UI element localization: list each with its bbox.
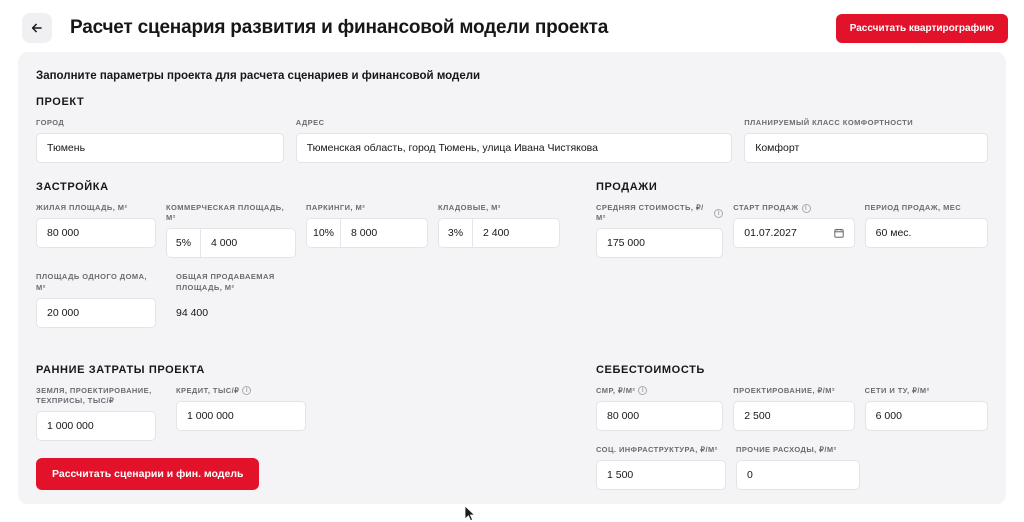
cost-price-fields-row-2 (596, 445, 988, 490)
field-parking (306, 203, 428, 258)
other-input[interactable]: 0 (736, 460, 860, 490)
field-design (733, 386, 854, 431)
back-button[interactable] (22, 13, 52, 43)
field-sales-start (733, 203, 854, 258)
field-label-credit-text: КРЕДИТ, ТЫС/₽ (176, 385, 240, 395)
sales-start-value: 01.07.2027 (744, 227, 797, 240)
commercial-area-group (166, 228, 296, 258)
cost-price-section (596, 364, 988, 490)
field-credit (176, 386, 306, 441)
parameters-card (18, 52, 1006, 504)
storage-group (438, 218, 560, 248)
field-smr (596, 386, 723, 431)
development-sales-row (36, 181, 988, 328)
field-living-area (36, 203, 156, 258)
city-input[interactable]: Тюмень (36, 133, 284, 163)
field-land (36, 386, 156, 441)
field-label-storage: КЛАДОВЫЕ, М² (438, 203, 501, 213)
field-label-smr (596, 386, 723, 396)
sales-section (596, 181, 988, 328)
field-label-parking: ПАРКИНГИ, М² (306, 203, 366, 213)
field-label-comfort-class: ПЛАНИРУЕМЫЙ КЛАСС КОМФОРТНОСТИ (744, 118, 914, 127)
field-avg-price (596, 203, 723, 258)
field-label-avg-price-text: СРЕДНЯЯ СТОИМОСТЬ, ₽/М² (596, 203, 704, 223)
cost-price-fields-row-1 (596, 386, 988, 431)
card-subtitle: Заполните параметры проекта для расчета сценариев и финансовой модели (36, 70, 481, 82)
field-label-living-area: ЖИЛАЯ ПЛОЩАДЬ, М² (36, 203, 128, 213)
info-icon[interactable]: I (714, 209, 723, 218)
section-title-cost-price: СЕБЕСТОИМОСТЬ (596, 363, 705, 376)
field-networks (865, 386, 988, 431)
field-address (296, 118, 732, 163)
design-input[interactable]: 2 500 (733, 401, 854, 431)
field-label-address: АДРЕС (295, 118, 325, 127)
development-section (36, 181, 582, 328)
early-costs-fields-row (36, 386, 582, 441)
land-input[interactable]: 1 000 000 (36, 411, 156, 441)
parking-group (306, 218, 428, 248)
field-commercial-area (166, 203, 296, 258)
info-icon[interactable]: I (638, 386, 647, 395)
social-input[interactable]: 1 500 (596, 460, 726, 490)
commercial-area-input[interactable]: 4 000 (211, 237, 238, 250)
field-city (36, 118, 284, 163)
commercial-area-percent-input[interactable]: 5% (167, 229, 201, 257)
field-label-land: ЗЕМЛЯ, ПРОЕКТИРОВАНИЕ, ТЕХПРИСЫ, ТЫС/₽ (36, 385, 152, 405)
section-title-project: ПРОЕКТ (36, 96, 85, 108)
sales-start-input[interactable] (733, 218, 854, 248)
section-title-development: ЗАСТРОЙКА (36, 181, 109, 194)
mouse-cursor (464, 505, 476, 522)
field-sales-period (865, 203, 988, 258)
credit-input[interactable]: 1 000 000 (176, 401, 306, 431)
avg-price-input[interactable]: 175 000 (596, 228, 723, 258)
field-comfort-class (744, 118, 988, 163)
field-label-avg-price (596, 203, 723, 223)
parking-input[interactable]: 8 000 (351, 227, 378, 240)
field-other (736, 445, 860, 490)
field-social (596, 445, 726, 490)
page-header (0, 0, 1024, 56)
field-label-sales-start (733, 203, 854, 213)
info-icon[interactable]: I (242, 386, 251, 395)
calendar-icon[interactable] (834, 228, 844, 238)
section-title-early-costs: РАННИЕ ЗАТРАТЫ ПРОЕКТА (36, 363, 205, 376)
development-fields-row-1 (36, 203, 582, 258)
field-label-social: СОЦ. ИНФРАСТРУКТУРА, ₽/М² (596, 444, 718, 454)
calculate-scenarios-button[interactable]: Рассчитать сценарии и фин. модель (36, 458, 259, 490)
project-fields-row (36, 118, 988, 163)
field-label-total-sellable-area: ОБЩАЯ ПРОДАВАЕМАЯ ПЛОЩАДЬ, М² (176, 272, 275, 292)
smr-input[interactable]: 80 000 (596, 401, 723, 431)
total-sellable-area-value: 94 400 (176, 306, 209, 319)
field-label-city: ГОРОД (36, 118, 65, 127)
field-label-sales-start-text: СТАРТ ПРОДАЖ (733, 203, 799, 213)
card-footer (36, 458, 259, 490)
one-house-area-input[interactable]: 20 000 (36, 298, 156, 328)
networks-input[interactable]: 6 000 (865, 401, 988, 431)
section-title-sales: ПРОДАЖИ (596, 181, 658, 194)
storage-input[interactable]: 2 400 (483, 227, 510, 240)
calculate-kvartirografiya-button[interactable]: Рассчитать квартирографию (836, 14, 1008, 43)
parking-percent-input[interactable]: 10% (307, 219, 341, 247)
field-label-design: ПРОЕКТИРОВАНИЕ, ₽/М² (733, 385, 835, 395)
field-total-sellable-area (176, 272, 306, 327)
page-title: Расчет сценария развития и финансовой модели проекта (70, 17, 609, 38)
storage-percent-input[interactable]: 3% (439, 219, 473, 247)
field-storage (438, 203, 560, 258)
field-label-sales-period: ПЕРИОД ПРОДАЖ, МЕС (864, 203, 962, 213)
field-label-credit (176, 386, 306, 396)
arrow-left-icon (30, 21, 44, 35)
address-input[interactable]: Тюменская область, город Тюмень, улица Ивана Чистякова (296, 133, 732, 163)
field-label-smr-text: СМР, ₽/М² (596, 385, 636, 395)
sales-period-input[interactable]: 60 мес. (865, 218, 988, 248)
field-label-commercial-area: КОММЕРЧЕСКАЯ ПЛОЩАДЬ, М² (166, 203, 285, 223)
field-label-one-house-area: ПЛОЩАДЬ ОДНОГО ДОМА, М² (36, 272, 147, 292)
sales-fields-row (596, 203, 988, 258)
living-area-input[interactable]: 80 000 (36, 218, 156, 248)
field-label-other: ПРОЧИЕ РАСХОДЫ, ₽/М² (736, 444, 837, 454)
comfort-class-input[interactable]: Комфорт (744, 133, 988, 163)
development-fields-row-2 (36, 272, 582, 327)
field-label-networks: СЕТИ И ТУ, ₽/М² (864, 385, 930, 395)
info-icon[interactable]: I (802, 204, 811, 213)
field-one-house-area (36, 272, 156, 327)
